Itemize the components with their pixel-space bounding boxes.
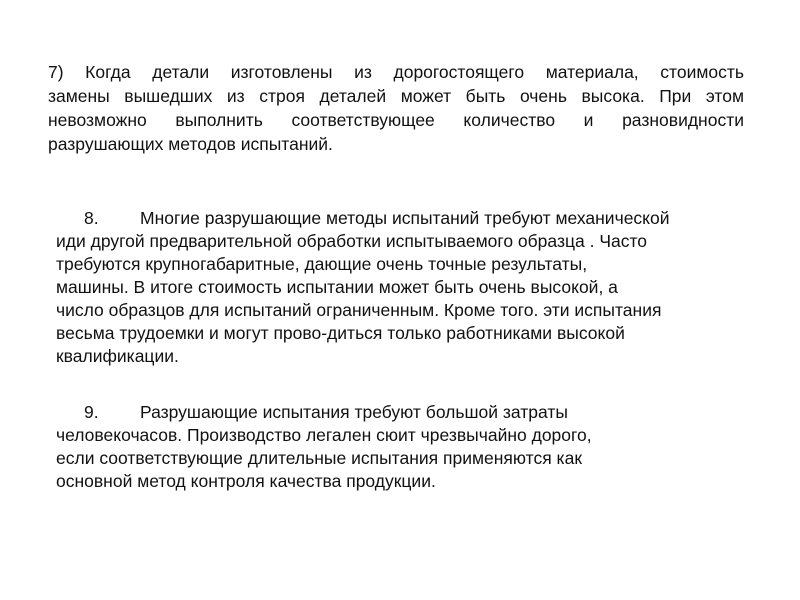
list-item-8-first-line bbox=[56, 207, 670, 230]
list-item-8-number: 8. bbox=[84, 208, 99, 228]
list-item-9-line-4: основной метод контроля качества продукции. bbox=[56, 471, 436, 491]
list-item-8-line-2: иди другой предварительной обработки испытываемого образца . Часто bbox=[56, 231, 648, 251]
list-item-9-first-line bbox=[56, 401, 592, 424]
list-item-9-first-text: Разрушающие испытания требуют большой затраты bbox=[140, 402, 568, 422]
list-item-8-line-3: требуются крупногабаритные, дающие очень точные результаты, bbox=[56, 254, 588, 274]
list-item-9-number: 9. bbox=[84, 402, 99, 422]
list-item-9 bbox=[56, 401, 592, 493]
list-item-8 bbox=[56, 207, 670, 368]
paragraph-7-line-1: 7) Когда детали изготовлены из дорогостоящего материала, стоимость bbox=[48, 62, 744, 82]
paragraph-7-line-3: невозможно выполнить соответствующее количество и разновидности bbox=[48, 110, 744, 130]
list-item-9-line-2: человекочасов. Производство легален сюит чрезвычайно дорого, bbox=[56, 425, 592, 445]
paragraph-7-line-4: разрушающих методов испытаний. bbox=[48, 134, 333, 154]
list-item-8-line-6: весьма трудоемки и могут прово-диться только работниками высокой bbox=[56, 323, 625, 343]
list-item-9-line-3: если соответствующие длительные испытания применяются как bbox=[56, 448, 582, 468]
list-item-8-first-text: Многие разрушающие методы испытаний требуют механической bbox=[140, 208, 670, 228]
paragraph-7 bbox=[48, 60, 744, 156]
paragraph-7-line-2: замены вышедших из строя деталей может быть очень высока. При этом bbox=[48, 86, 744, 106]
list-item-8-line-4: машины. В итоге стоимость испытании может быть очень высокой, а bbox=[56, 277, 618, 297]
list-item-8-line-7: квалификации. bbox=[56, 346, 179, 366]
list-item-8-line-5: число образцов для испытаний ограниченным. Кроме того. эти испытания bbox=[56, 300, 662, 320]
